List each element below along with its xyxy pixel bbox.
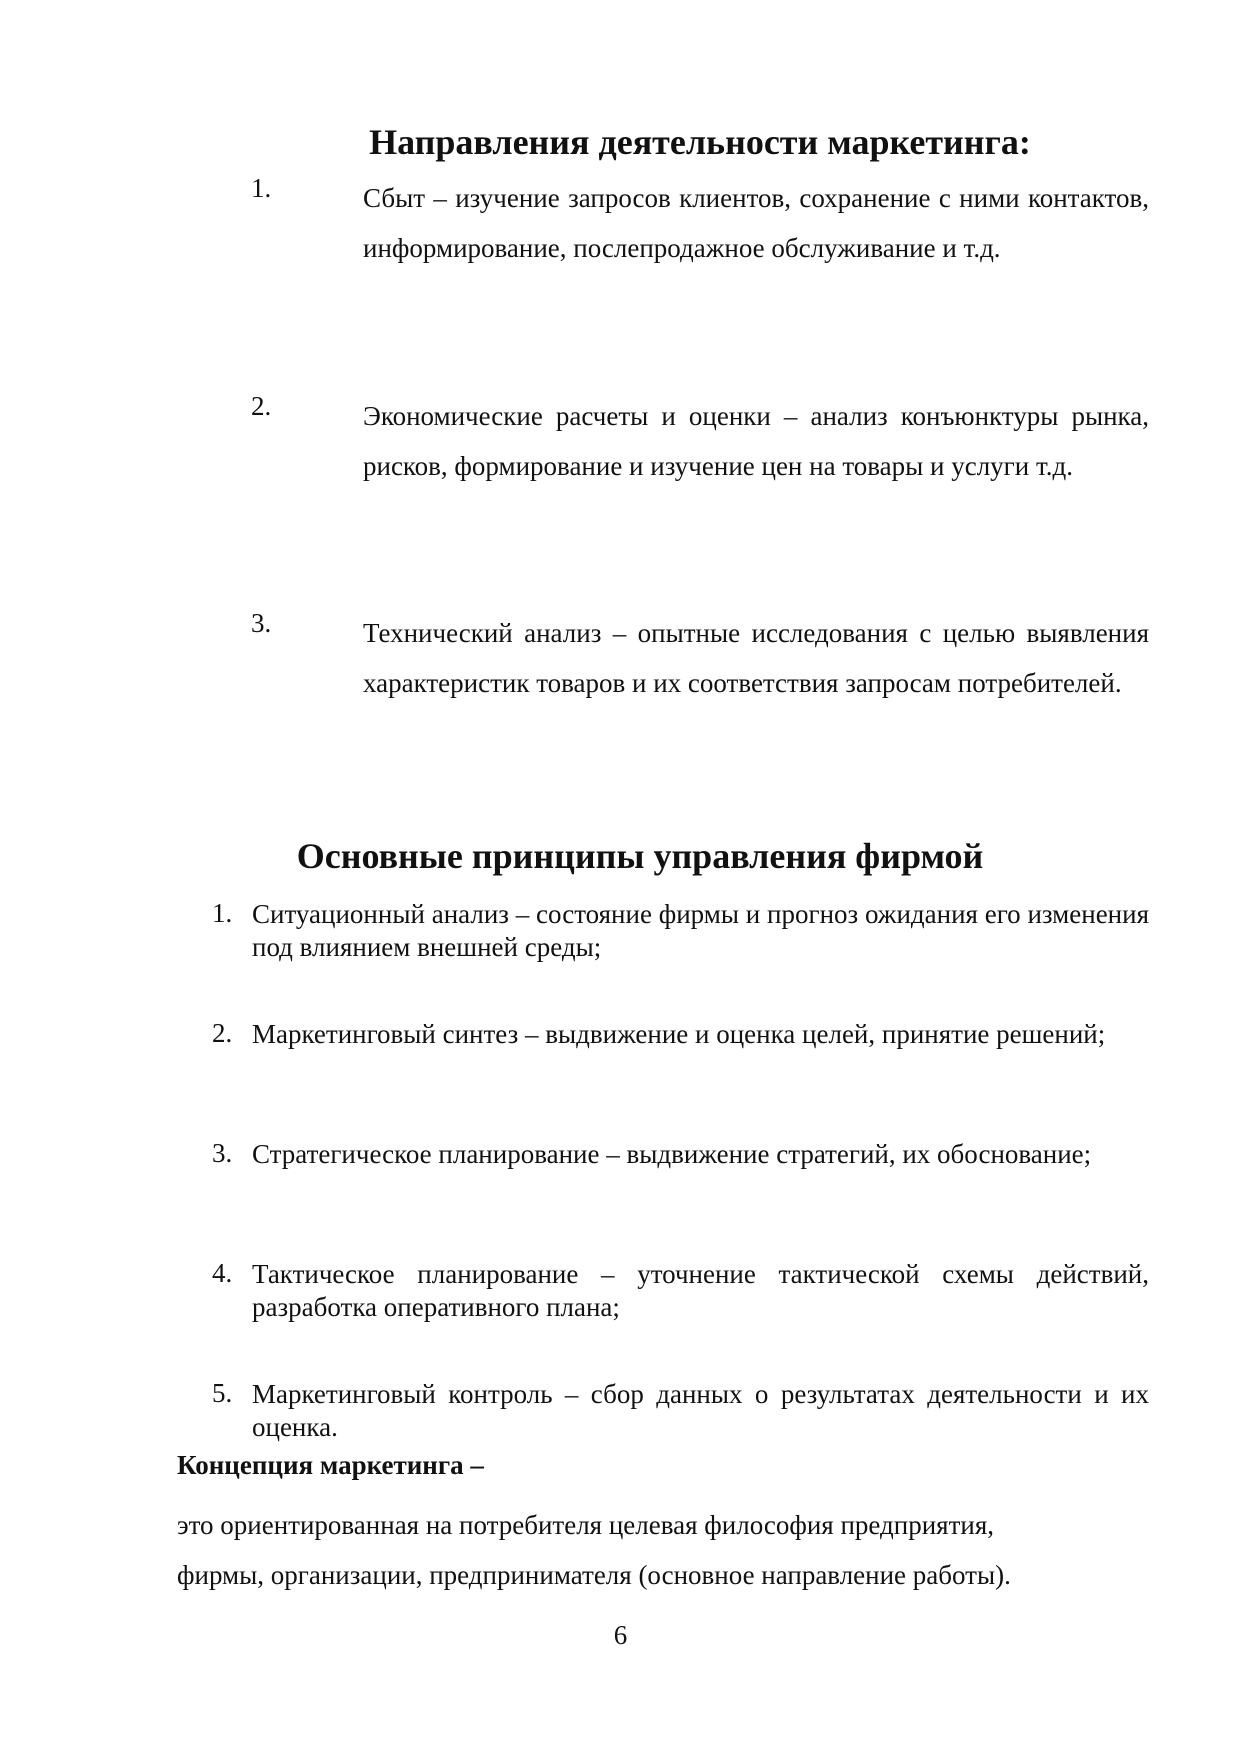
list-item-text: Стратегическое планирование – выдвижение стратегий, их обоснование; — [252, 1139, 1092, 1169]
section-title-marketing-directions: Направления деятельности маркетинга: — [369, 122, 1031, 162]
concept-title: Концепция маркетинга – — [177, 1450, 484, 1480]
list-item-number: 3. — [251, 608, 272, 638]
list-item-number: 4. — [212, 1258, 233, 1288]
list-item-text: Ситуационный анализ – состояние фирмы и прогноз ожидания его изменения под влиянием внешней среды; — [252, 899, 1149, 962]
list-item-number: 1. — [251, 173, 272, 203]
list-item-number: 2. — [251, 391, 272, 421]
list-item-text: Сбыт – изучение запросов клиентов, сохранение с ними контактов, информирование, послепродажное обслуживание и т.д. — [363, 183, 1149, 263]
section-title-management-principles: Основные принципы управления фирмой — [296, 836, 984, 876]
list-item-text: Тактическое планирование – уточнение тактической схемы действий, разработка оперативного плана; — [252, 1259, 1149, 1322]
list-item-number: 1. — [212, 898, 233, 928]
list-item-text: Маркетинговый синтез – выдвижение и оценка целей, принятие решений; — [252, 1019, 1106, 1049]
list-item-text: Экономические расчеты и оценки – анализ конъюнктуры рынка, рисков, формирование и изучение цен на товары и услуги т.д. — [363, 401, 1149, 481]
list-item-number: 2. — [212, 1018, 233, 1048]
list-item-text: Технический анализ – опытные исследования с целью выявления характеристик товаров и их соответствия запросам потребителей. — [363, 618, 1149, 698]
list-item-number: 3. — [212, 1138, 233, 1168]
list-item-number: 5. — [212, 1378, 233, 1408]
concept-line-2: фирмы, организации, предпринимателя (основное направление работы). — [177, 1560, 1011, 1590]
concept-line-1: это ориентированная на потребителя целевая философия предприятия, — [177, 1510, 995, 1540]
page-number: 6 — [613, 1620, 628, 1650]
list-item-text: Маркетинговый контроль – сбор данных о результатах деятельности и их оценка. — [252, 1379, 1149, 1442]
